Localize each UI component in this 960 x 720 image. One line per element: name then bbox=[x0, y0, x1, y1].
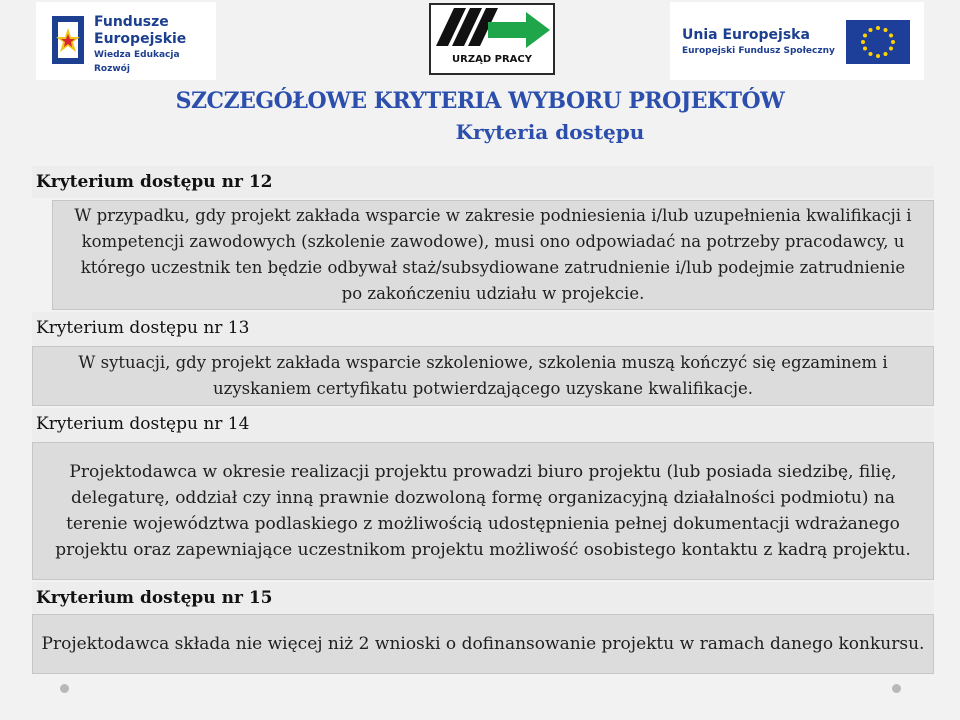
page-subtitle: Kryteria dostępu bbox=[455, 120, 645, 144]
urzad-pracy-logo bbox=[422, 0, 562, 78]
criterion-14-header: Kryterium dostępu nr 14 bbox=[36, 414, 250, 434]
fundusze-line1: Fundusze bbox=[94, 14, 169, 30]
criterion-14-text: Projektodawca w okresie realizacji projektu prowadzi biuro projektu (lub posiada siedzibę, filię, delegaturę, oddział czy inną prawnie dozwoloną formę organizacyjną działalności podmiotu) na terenie województwa podlaskiego z możliwością udostępnienia pełnej dokumentacji wdrażanego projektu oraz zapewniające uczestnikom projektu możliwość osobistego kontaktu z kadrą projektu. bbox=[55, 462, 911, 560]
criterion-14-box bbox=[32, 442, 934, 580]
fundusze-line3: Wiedza Edukacja Rozwój bbox=[94, 50, 180, 74]
fundusze-europejskie-logo bbox=[36, 2, 216, 80]
unia-europejska-logo bbox=[670, 2, 924, 80]
nav-dot-left bbox=[60, 684, 69, 693]
urzad-pracy-icon bbox=[422, 0, 562, 78]
nav-dot-right bbox=[892, 684, 901, 693]
unia-line2: Europejski Fundusz Społeczny bbox=[682, 46, 835, 56]
criterion-13-header: Kryterium dostępu nr 13 bbox=[36, 318, 250, 338]
logo-bar bbox=[0, 0, 960, 82]
criterion-15-text: Projektodawca składa nie więcej niż 2 wnioski o dofinansowanie projektu w ramach danego konkursu. bbox=[41, 634, 925, 654]
criterion-12-text: W przypadku, gdy projekt zakłada wsparcie w zakresie podniesienia i/lub uzupełnienia kwalifikacji i kompetencji zawodowych (szkolenie zawodowe), musi ono odpowiadać na potrzeby pracodawcy, u którego uczestnik ten będzie odbywał staż/subsydiowane zatrudnienie i/lub podejmie zatrudnienie po zakończeniu udziału w projekcie. bbox=[74, 206, 912, 303]
criterion-13-box bbox=[32, 346, 934, 406]
criterion-15-box bbox=[32, 614, 934, 674]
criterion-12-header: Kryterium dostępu nr 12 bbox=[36, 172, 273, 192]
urzad-pracy-label: URZĄD PRACY bbox=[452, 54, 532, 65]
page-title: SZCZEGÓŁOWE KRYTERIA WYBORU PROJEKTÓW bbox=[175, 88, 785, 114]
eu-flag-icon bbox=[846, 20, 910, 64]
criterion-12-box bbox=[52, 200, 934, 310]
fundusze-star-icon bbox=[44, 12, 94, 68]
criterion-13-text: W sytuacji, gdy projekt zakłada wsparcie szkoleniowe, szkolenia muszą kończyć się egzaminem i uzyskaniem certyfikatu potwierdzającego uzyskane kwalifikacje. bbox=[78, 353, 888, 398]
fundusze-line2: Europejskie bbox=[94, 31, 187, 47]
unia-line1: Unia Europejska bbox=[682, 27, 810, 43]
criterion-15-header: Kryterium dostępu nr 15 bbox=[36, 588, 273, 608]
